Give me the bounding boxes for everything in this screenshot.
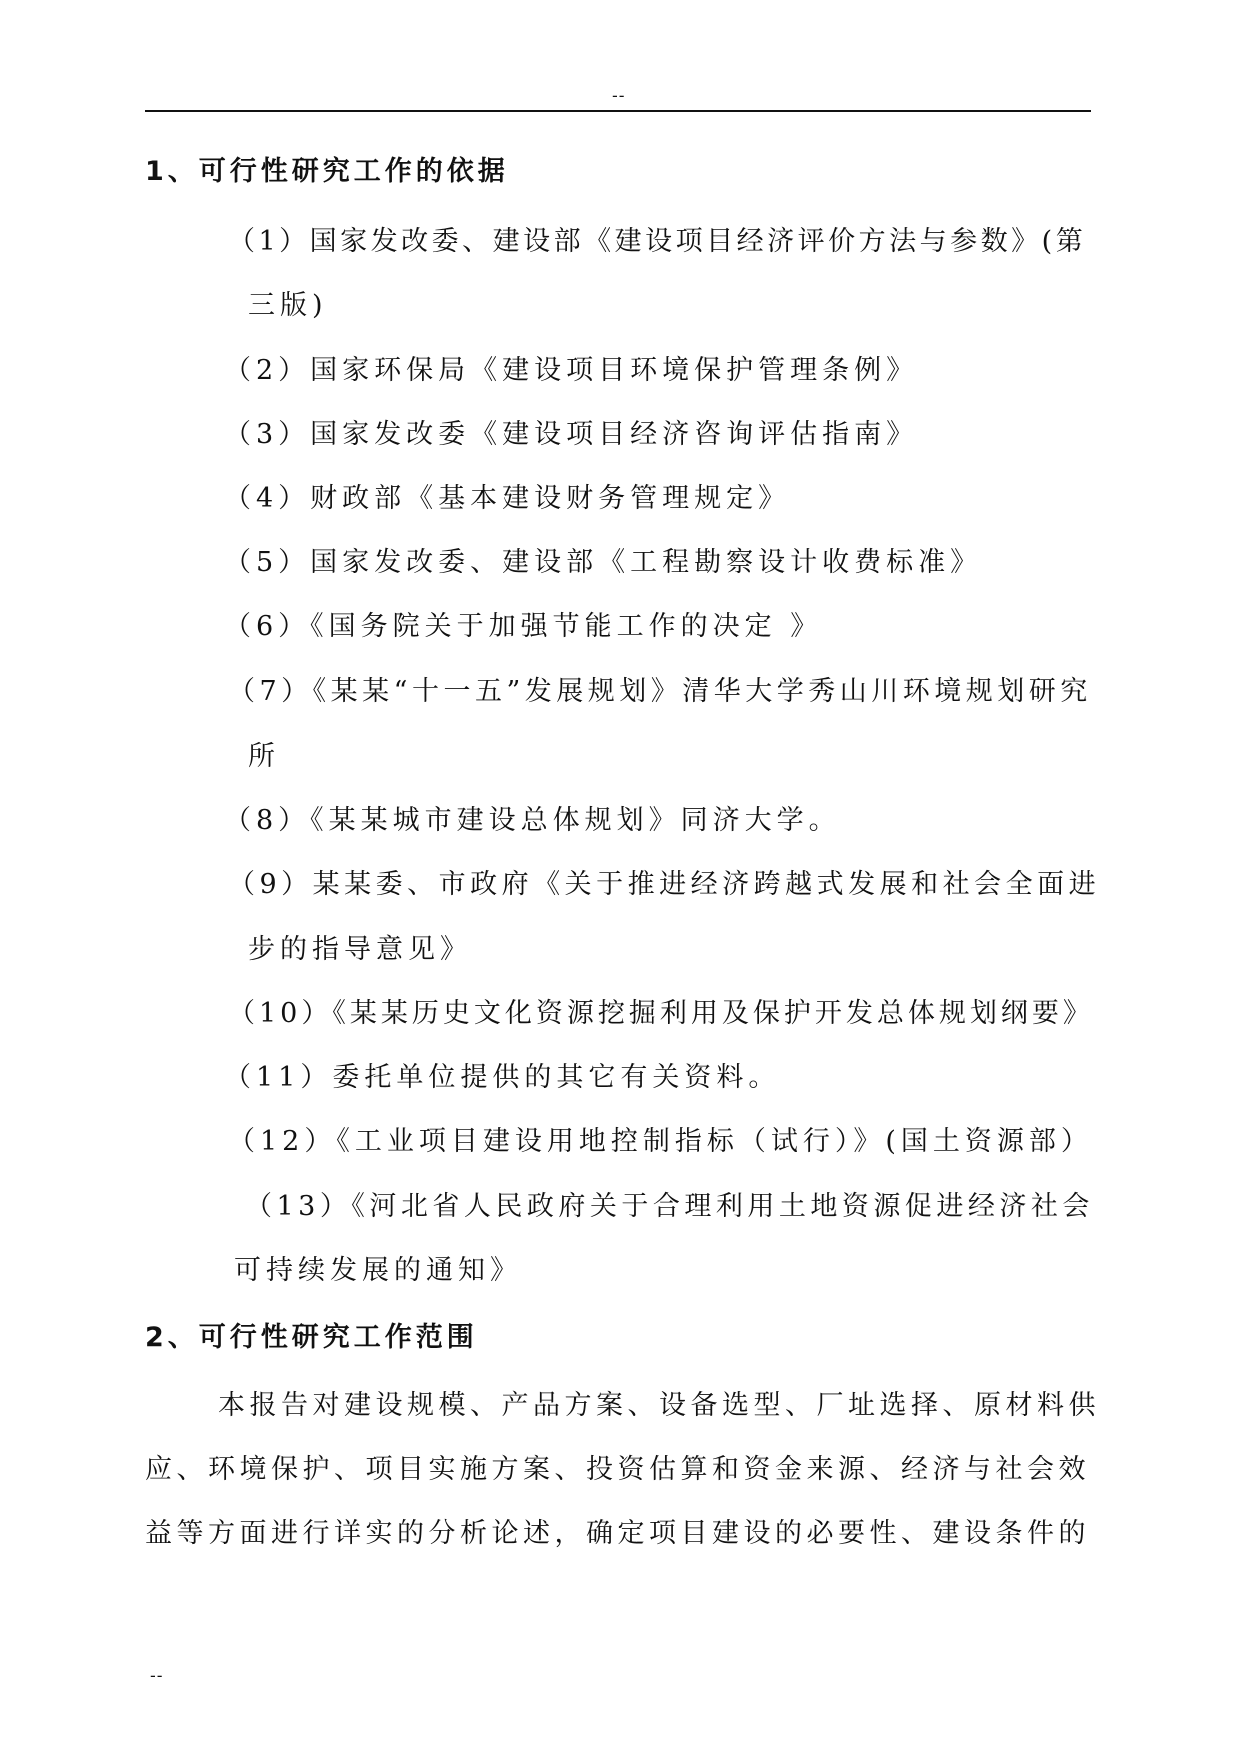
basis-item-6: （6）《国务院关于加强节能工作的决定 》 bbox=[224, 611, 823, 642]
section-1-heading: 1、可行性研究工作的依据 bbox=[145, 156, 509, 187]
basis-item-11: （11）委托单位提供的其它有关资料。 bbox=[224, 1062, 781, 1093]
basis-item-9-continued: 步的指导意见》 bbox=[248, 934, 472, 965]
scope-paragraph-line-1: 本报告对建设规模、产品方案、设备选型、厂址选择、原材料供 bbox=[218, 1390, 1100, 1421]
basis-item-1-continued: 三版) bbox=[248, 290, 328, 321]
basis-item-1: （1）国家发改委、建设部《建设项目经济评价方法与参数》(第 bbox=[228, 226, 1087, 257]
basis-item-5: （5）国家发改委、建设部《工程勘察设计收费标准》 bbox=[224, 547, 983, 578]
basis-item-7-continued: 所 bbox=[248, 741, 280, 772]
basis-item-10: （10）《某某历史文化资源挖掘利用及保护开发总体规划纲要》 bbox=[228, 998, 1094, 1029]
basis-item-13-continued: 可持续发展的通知》 bbox=[234, 1255, 522, 1286]
basis-item-8: （8）《某某城市建设总体规划》同济大学。 bbox=[224, 805, 841, 836]
basis-item-12: （12）《工业项目建设用地控制指标（试行）》(国土资源部） bbox=[228, 1126, 1093, 1157]
scope-paragraph-line-2: 应、环境保护、项目实施方案、投资估算和资金来源、经济与社会效 bbox=[145, 1454, 1090, 1485]
basis-item-9: （9）某某委、市政府《关于推进经济跨越式发展和社会全面进 bbox=[228, 869, 1101, 900]
section-2-heading: 2、可行性研究工作范围 bbox=[145, 1322, 478, 1353]
basis-item-3: （3）国家发改委《建设项目经济咨询评估指南》 bbox=[224, 419, 919, 450]
basis-item-13: （13）《河北省人民政府关于合理利用土地资源促进经济社会 bbox=[245, 1191, 1094, 1222]
page-header-mark: -- bbox=[612, 86, 626, 105]
scope-paragraph-line-3: 益等方面进行详实的分析论述，确定项目建设的必要性、建设条件的 bbox=[145, 1518, 1090, 1549]
basis-item-2: （2）国家环保局《建设项目环境保护管理条例》 bbox=[224, 355, 919, 386]
basis-item-4: （4）财政部《基本建设财务管理规定》 bbox=[224, 483, 791, 514]
basis-item-7: （7）《某某“十一五”发展规划》清华大学秀山川环境规划研究 bbox=[228, 676, 1092, 707]
page-footer-mark: -- bbox=[150, 1666, 164, 1685]
header-rule bbox=[145, 110, 1091, 112]
